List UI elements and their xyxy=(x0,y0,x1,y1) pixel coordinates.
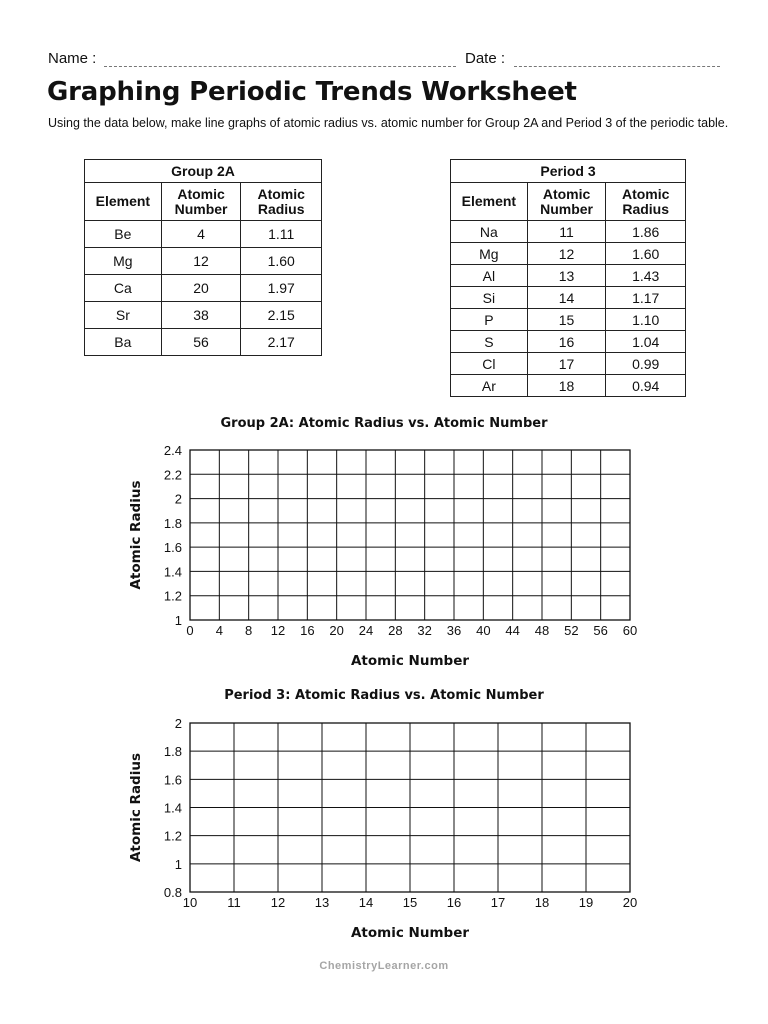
y-tick-label: 1.2 xyxy=(163,588,182,604)
y-tick-label: 1 xyxy=(174,856,182,872)
column-header: Element xyxy=(85,183,162,221)
page-title: Graphing Periodic Trends Worksheet xyxy=(47,77,577,107)
table-cell: 0.99 xyxy=(606,353,686,375)
column-header: Atomic Number xyxy=(161,183,241,221)
y-tick-label: 1.2 xyxy=(163,828,182,844)
table-cell: 20 xyxy=(161,275,241,302)
period-3-table xyxy=(450,159,686,397)
table-cell: 2.17 xyxy=(241,329,322,356)
table-cell: 38 xyxy=(161,302,241,329)
x-tick-label: 12 xyxy=(270,895,286,910)
table-cell: 4 xyxy=(161,221,241,248)
column-header: Atomic Number xyxy=(527,183,606,221)
table-cell: Si xyxy=(451,287,528,309)
table-row xyxy=(451,331,686,353)
table-caption: Group 2A xyxy=(85,160,322,183)
table-cell: 1.60 xyxy=(241,248,322,275)
table-cell: 0.94 xyxy=(606,375,686,397)
table-cell: 16 xyxy=(527,331,606,353)
period-3-graph-grid[interactable] xyxy=(0,715,768,955)
x-tick-label: 13 xyxy=(314,895,330,910)
table-cell: 1.60 xyxy=(606,243,686,265)
x-tick-label: 4 xyxy=(215,623,223,638)
table-cell: 1.43 xyxy=(606,265,686,287)
table-row xyxy=(85,329,322,356)
table-cell: Ba xyxy=(85,329,162,356)
site-watermark: ChemistryLearner.com xyxy=(319,960,449,972)
table-cell: Mg xyxy=(85,248,162,275)
x-tick-label: 12 xyxy=(270,623,286,638)
y-tick-label: 2 xyxy=(174,491,182,507)
y-tick-label: 2.2 xyxy=(163,467,182,483)
table-cell: 13 xyxy=(527,265,606,287)
plot-area[interactable] xyxy=(190,450,630,620)
x-tick-label: 16 xyxy=(446,895,462,910)
table-cell: Mg xyxy=(451,243,528,265)
x-tick-label: 10 xyxy=(182,895,198,910)
table-cell: Sr xyxy=(85,302,162,329)
table-row xyxy=(451,287,686,309)
y-tick-label: 1.6 xyxy=(163,772,182,788)
x-tick-label: 19 xyxy=(578,895,594,910)
table-cell: 15 xyxy=(527,309,606,331)
x-tick-label: 15 xyxy=(402,895,418,910)
x-tick-label: 18 xyxy=(534,895,550,910)
table-cell: 1.17 xyxy=(606,287,686,309)
y-tick-label: 2.4 xyxy=(163,443,182,458)
group-2a-graph-grid[interactable] xyxy=(0,440,768,710)
x-tick-label: 48 xyxy=(534,623,550,638)
table-cell: 1.11 xyxy=(241,221,322,248)
group-2a-table xyxy=(84,159,322,356)
table-cell: 1.86 xyxy=(606,221,686,243)
table-row xyxy=(85,248,322,275)
y-tick-label: 1.4 xyxy=(163,800,182,816)
y-axis-label: Atomic Radius xyxy=(128,752,144,863)
x-tick-label: 28 xyxy=(388,623,403,638)
table-cell: 18 xyxy=(527,375,606,397)
name-field[interactable] xyxy=(104,66,456,67)
x-tick-label: 52 xyxy=(564,623,579,638)
table-row xyxy=(451,309,686,331)
y-tick-label: 1.8 xyxy=(163,744,182,760)
x-tick-label: 44 xyxy=(505,623,520,638)
x-tick-label: 20 xyxy=(622,895,638,910)
y-tick-label: 1.6 xyxy=(163,540,182,556)
x-tick-label: 16 xyxy=(300,623,315,638)
x-tick-label: 0 xyxy=(186,623,194,638)
table-cell: 12 xyxy=(161,248,241,275)
x-tick-label: 60 xyxy=(622,623,638,638)
table-cell: Cl xyxy=(451,353,528,375)
table-cell: Ca xyxy=(85,275,162,302)
table-row xyxy=(85,275,322,302)
table-cell: 11 xyxy=(527,221,606,243)
chart-title: Period 3: Atomic Radius vs. Atomic Number xyxy=(224,688,544,703)
column-header: Atomic Radius xyxy=(241,183,322,221)
x-tick-label: 14 xyxy=(358,895,374,910)
x-tick-label: 36 xyxy=(446,623,462,638)
chart-title: Group 2A: Atomic Radius vs. Atomic Number xyxy=(220,416,548,431)
y-tick-label: 2 xyxy=(174,716,182,731)
y-tick-label: 1.8 xyxy=(163,515,182,531)
table-cell: Be xyxy=(85,221,162,248)
table-cell: Al xyxy=(451,265,528,287)
table-cell: 12 xyxy=(527,243,606,265)
table-cell: P xyxy=(451,309,528,331)
y-tick-label: 0.8 xyxy=(163,885,182,900)
y-tick-label: 1.4 xyxy=(163,564,182,580)
instructions: Using the data below, make line graphs of atomic radius vs. atomic number for Group 2A and Period 3 of the periodic table. xyxy=(48,116,729,130)
x-tick-label: 32 xyxy=(417,623,432,638)
table-row xyxy=(451,221,686,243)
table-cell: 14 xyxy=(527,287,606,309)
table-row xyxy=(451,353,686,375)
table-row xyxy=(85,302,322,329)
table-cell: 56 xyxy=(161,329,241,356)
x-tick-label: 11 xyxy=(227,895,241,910)
column-header: Atomic Radius xyxy=(606,183,686,221)
x-axis-label: Atomic Number xyxy=(350,925,470,941)
table-cell: Na xyxy=(451,221,528,243)
column-header: Element xyxy=(451,183,528,221)
x-tick-label: 24 xyxy=(358,623,374,638)
table-cell: 17 xyxy=(527,353,606,375)
x-tick-label: 40 xyxy=(476,623,491,638)
x-tick-label: 20 xyxy=(329,623,344,638)
table-cell: S xyxy=(451,331,528,353)
table-caption: Period 3 xyxy=(451,160,686,183)
table-cell: 1.97 xyxy=(241,275,322,302)
date-label: Date : xyxy=(465,50,506,67)
x-axis-label: Atomic Number xyxy=(350,653,470,669)
table-cell: Ar xyxy=(451,375,528,397)
table-row xyxy=(451,375,686,397)
x-tick-label: 56 xyxy=(593,623,608,638)
y-axis-label: Atomic Radius xyxy=(128,480,144,590)
table-cell: 1.04 xyxy=(606,331,686,353)
date-field[interactable] xyxy=(514,66,720,67)
name-label: Name : xyxy=(48,50,97,67)
table-row xyxy=(451,243,686,265)
x-tick-label: 8 xyxy=(245,623,253,638)
y-tick-label: 1 xyxy=(174,613,182,628)
table-cell: 1.10 xyxy=(606,309,686,331)
table-row xyxy=(451,265,686,287)
table-row xyxy=(85,221,322,248)
x-tick-label: 17 xyxy=(490,895,506,910)
table-cell: 2.15 xyxy=(241,302,322,329)
name-date-line xyxy=(48,48,724,72)
